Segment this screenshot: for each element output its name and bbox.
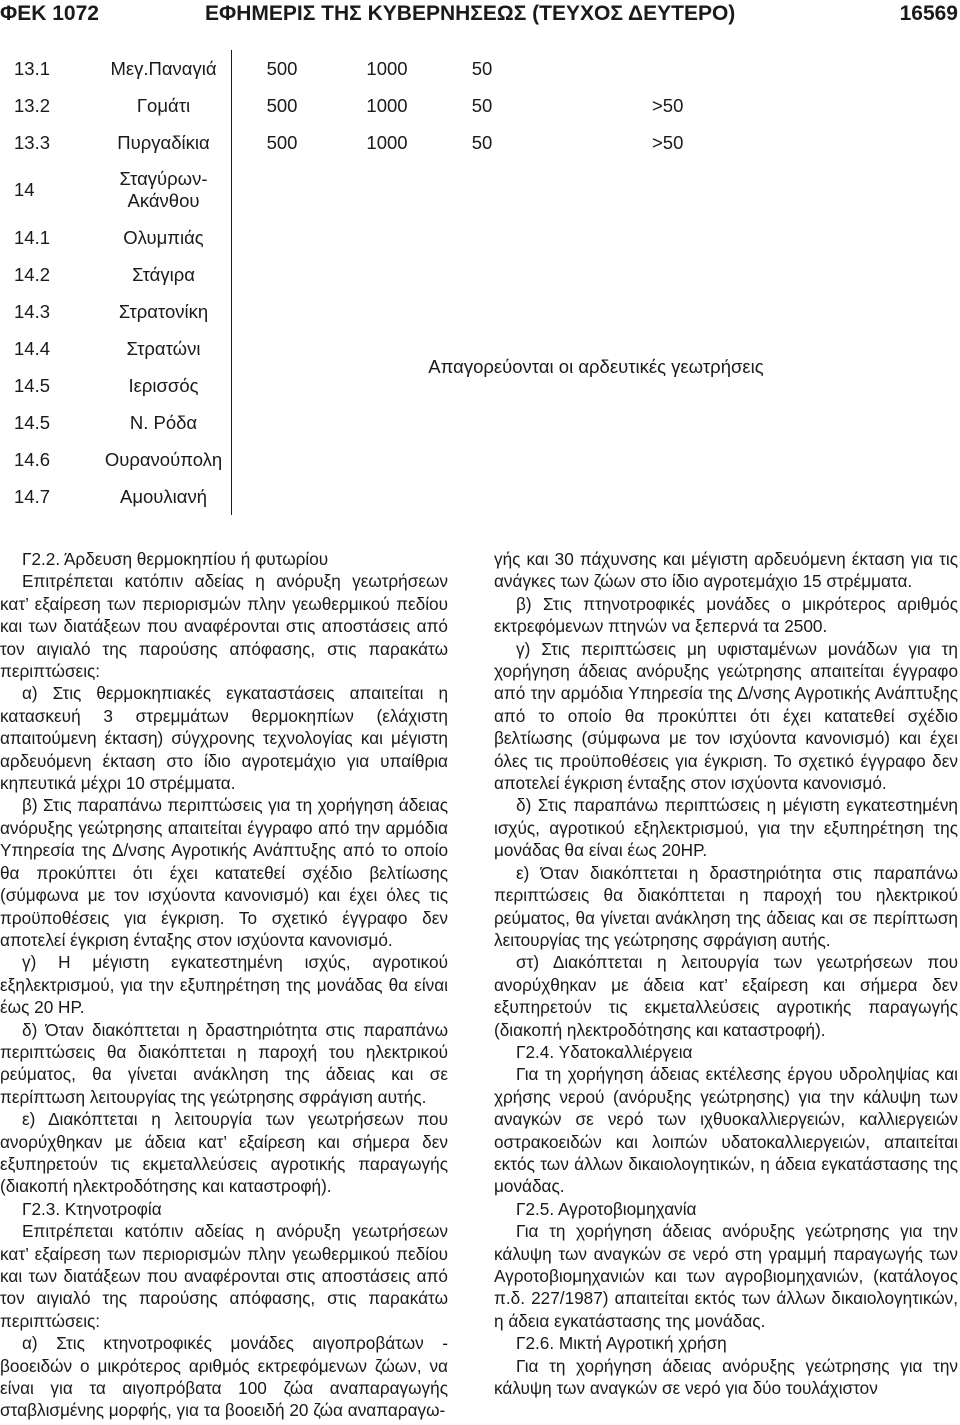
table-row [0, 161, 960, 219]
area-name: Στάγιρα [96, 256, 232, 293]
section-heading: Γ2.6. Μικτή Αγροτική χρήση [516, 1333, 727, 1354]
paragraph: β) Στις πτηνοτροφικές μονάδες ο μικρότερος αριθμός εκτρεφόμενων πτηνών να ξεπερνά τα 2500. [494, 593, 958, 637]
table-row [0, 219, 960, 256]
section-heading: Γ2.4. Υδατοκαλλιέργεια [516, 1041, 693, 1062]
row-number: 14 [14, 179, 35, 200]
value-cell: 50 [471, 131, 493, 153]
paragraph: α) Στις κτηνοτροφικές μονάδες αιγοπροβάτων - βοοειδών ο μικρότερος αριθμός εκτρεφόμενων ζώων, να είναι για τα αιγοπρόβατα 100 ζώα αναπαραγωγής σταβλισμένης μορφής, για τα βοοειδή 20 ζώα αναπαραγω- [0, 1333, 448, 1421]
row-number: 13.2 [14, 94, 51, 116]
area-name: Γομάτι [96, 87, 232, 124]
paragraph: δ) Όταν διακόπτεται η δραστηριότητα στις παραπάνω περιπτώσεις θα διακόπτεται η παροχή του ηλεκτρικού ρεύματος, θα γίνεται ανάκληση της άδειας και σε περίπτωση λειτουργίας της γεώτρησης σφράγιση αυτής. [0, 1019, 448, 1107]
section-heading: Γ2.2. Άρδευση θερμοκηπίου ή φυτωρίου [22, 549, 329, 569]
right-column [494, 548, 958, 1399]
value-cell: 1000 [366, 131, 408, 153]
paragraph: Για τη χορήγηση άδειας ανόρυξης γεώτρησης για την κάλυψη των αναγκών σε νερό για δύο τουλάχιστον [494, 1355, 958, 1399]
paragraph: ε) Διακόπτεται η λειτουργία των γεωτρήσεων που ανορύχθηκαν με άδεια κατ’ εξαίρεση και σήμερα δεν εξυπηρετούν τις εκμεταλλεύσεις αγροτικής παραγωγής (διακοπή ηλεκτροδότησης και καταστροφή). [0, 1109, 448, 1197]
row-number: 14.4 [14, 337, 51, 359]
area-name: Αμουλιανή [96, 478, 232, 515]
value-cell: 1000 [366, 94, 408, 116]
paragraph: Επιτρέπεται κατόπιν αδείας η ανόρυξη γεωτρήσεων κατ’ εξαίρεση των περιορισμών πλην γεωθερμικού πεδίου και των διατάξεων που αναφέρονται στις αποστάσεις από τον αιγιαλό της παρούσης απόφασης, στις παρακάτω περιπτώσεις: [0, 1221, 448, 1331]
page-header [0, 0, 960, 30]
area-name: Μεγ.Παναγιά [96, 50, 232, 87]
paragraph: Για τη χορήγηση άδειας εκτέλεσης έργου υδροληψίας και χρήσης νερού (ανόρυξης γεώτρησης) για την κάλυψη των αναγκών σε νερό των ιχθυοκαλλιεργειών, καλλιεργειών οστρακοειδών και λοιπών υδατοκαλλιεργειών, απαιτείται εκτός των άλλων δικαιολογητικών, η άδεια εγκατάστασης της μονάδας. [494, 1064, 958, 1197]
section-heading: Γ2.3. Κτηνοτροφία [22, 1198, 162, 1219]
row-number: 14.6 [14, 448, 51, 470]
row-number: 14.1 [14, 226, 51, 248]
row-number: 14.2 [14, 263, 51, 285]
table-row [0, 87, 960, 124]
table-row [0, 50, 960, 87]
area-name: Πυργαδίκια [96, 124, 232, 161]
table-row [0, 124, 960, 161]
value-cell: 500 [266, 94, 298, 116]
area-name-line: Σταγύρων- [119, 168, 208, 189]
left-column [0, 548, 448, 1422]
area-name: Στρατώνι [96, 330, 232, 367]
paragraph: γ) Η μέγιστη εγκατεστημένη ισχύς, αγροτικού εξηλεκτρισμού, για την εξυπηρέτηση της μονάδας θα είναι έως 20 HP. [0, 952, 448, 1018]
section-heading: Γ2.5. Αγροτοβιομηχανία [516, 1198, 697, 1219]
row-number: 13.3 [14, 131, 51, 153]
value-cell: 50 [471, 57, 493, 79]
value-cell: 500 [266, 131, 298, 153]
area-name: Ολυμπιάς [96, 219, 232, 256]
area-name [96, 161, 232, 219]
page-number: 16569 [899, 2, 958, 25]
paragraph: α) Στις θερμοκηπιακές εγκαταστάσεις απαιτείται η κατασκευή 3 στρεμμάτων θερμοκηπίων (ελάχιστη απαιτούμενη έκταση) σύγχρονης τεχνολογίας και μέγιστη αρδευόμενη έκταση στο ίδιο αγροτεμάχιο για υπαίθρια κηπευτικά μέχρι 10 στρέμματα. [0, 683, 448, 794]
paragraph: στ) Διακόπτεται η λειτουργία των γεωτρήσεων που ανορύχθηκαν με άδεια κατ’ εξαίρεση και σήμερα δεν εξυπηρετούν τις εκμεταλλεύσεις αγροτικής παραγωγής (διακοπή ηλεκτροδότησης και καταστροφή). [494, 952, 958, 1040]
empty-cell [232, 161, 960, 219]
row-number: 14.3 [14, 300, 51, 322]
row-number: 13.1 [14, 57, 51, 79]
area-name: Ν. Ρόδα [96, 404, 232, 441]
value-cell: >50 [652, 94, 684, 116]
area-name-line: Ακάνθου [127, 190, 200, 211]
row-number: 14.5 [14, 411, 51, 433]
row-number: 14.7 [14, 485, 51, 507]
gazette-issue: ΦΕΚ 1072 [0, 2, 99, 25]
paragraph: γ) Στις περιπτώσεις μη υφισταμένων μονάδων για τη χορήγηση άδειας ανόρυξης γεώτρησης απαιτείται έγγραφο από την αρμόδια Υπηρεσία της Δ/νσης Αγροτικής Ανάπτυξης από το οποίο θα προκύπτει ότι έχει κατατεθεί σχέδιο βελτίωσης (σύμφωνα με τον ισχύοντα κανονισμό) και έχει όλες τις προϋποθέσεις για έγκριση. Το σχετικό έγγραφο δεν αποτελεί έγκριση ένταξης στον ισχύοντα κανονισμό. [494, 638, 958, 794]
area-name: Στρατονίκη [96, 293, 232, 330]
paragraph: γής και 30 πάχυνσης και μέγιστη αρδευόμενη έκταση για τις ανάγκες των ζώων στο ίδιο αγροτεμάχιο 15 στρέμματα. [494, 549, 958, 592]
value-cell [522, 50, 960, 87]
restriction-text: Απαγορεύονται οι αρδευτικές γεωτρήσεις [428, 356, 764, 377]
row-number: 14.5 [14, 374, 51, 396]
gazette-title: ΕΦΗΜΕΡΙΣ ΤΗΣ ΚΥΒΕΡΝΗΣΕΩΣ (ΤΕΥΧΟΣ ΔΕΥΤΕΡΟ) [205, 2, 736, 25]
value-cell: >50 [652, 131, 684, 153]
value-cell: 500 [266, 57, 298, 79]
value-cell: 50 [471, 94, 493, 116]
paragraph: ε) Όταν διακόπτεται η δραστηριότητα στις παραπάνω περιπτώσεις θα διακόπτεται η παροχή του ηλεκτρικού ρεύματος, θα γίνεται ανάκληση της άδειας και σε περίπτωση λειτουργίας της γεώτρησης σφράγιση αυτής. [494, 862, 958, 950]
paragraph: Επιτρέπεται κατόπιν αδείας η ανόρυξη γεωτρήσεων κατ’ εξαίρεση των περιορισμών πλην γεωθερμικού πεδίου και των διατάξεων που αναφέρονται στις αποστάσεις από τον αιγιαλό της παρούσης απόφασης, στις παρακάτω περιπτώσεις: [0, 571, 448, 682]
paragraph: δ) Στις παραπάνω περιπτώσεις η μέγιστη εγκατεστημένη ισχύς, αγροτικού εξηλεκτρισμού, για την εξυπηρέτηση της μονάδας θα είναι έως 20HP. [494, 795, 958, 861]
value-cell: 1000 [366, 57, 408, 79]
paragraph: β) Στις παραπάνω περιπτώσεις για τη χορήγηση άδειας ανόρυξης γεώτρησης απαιτείται έγγραφο από την αρμόδια Υπηρεσία της Δ/νσης Αγροτικής Ανάπτυξης από το οποίο θα προκύπτει ότι έχει κατατεθεί σχέδιο βελτίωσης (σύμφωνα με τον ισχύοντα κανονισμό) και έχει όλες τις προϋποθέσεις για έγκριση. Το σχετικό έγγραφο δεν αποτελεί έγκριση ένταξης στον ισχύοντα κανονισμό. [0, 795, 448, 950]
area-name: Ουρανούπολη [96, 441, 232, 478]
area-name: Ιερισσός [96, 367, 232, 404]
drilling-restrictions-table [0, 50, 960, 515]
merged-restriction-cell [232, 219, 960, 515]
paragraph: Για τη χορήγηση άδειας ανόρυξης γεώτρησης για την κάλυψη των αναγκών σε νερό στη γραμμή παραγωγής των Αγροτοβιομηχανιών και των αγροβιομηχανιών, (κατάλογος π.δ. 227/1987) απαιτείται εκτός των άλλων δικαιολογητικών, η άδεια εγκατάστασης της μονάδας. [494, 1221, 958, 1331]
